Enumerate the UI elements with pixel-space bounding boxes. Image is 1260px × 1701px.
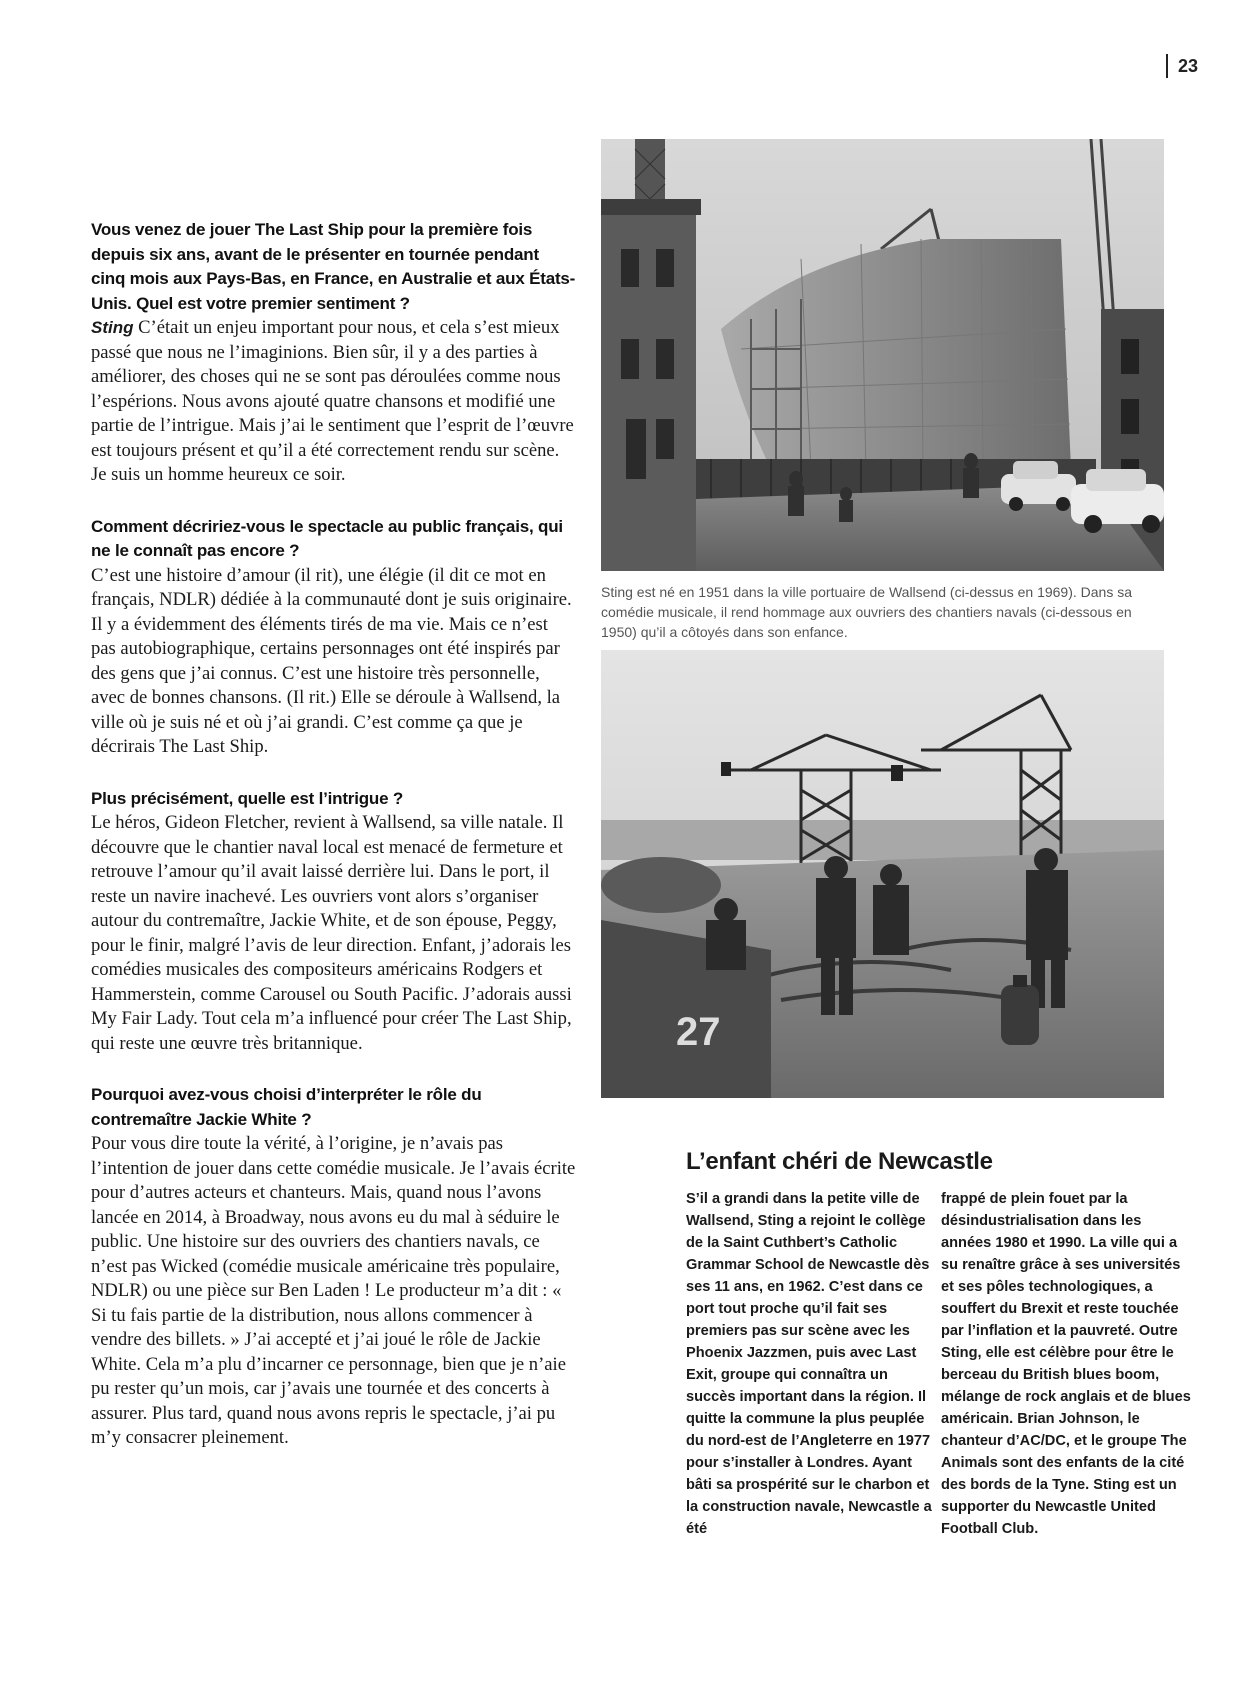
interview-answer: Le héros, Gideon Fletcher, revient à Wallsend, sa ville natale. Il découvre que le chantier naval local est menacé de fermeture et retrouve l’amour qu’il avait laissé derrière lui. Dans le port, il reste un navire inachevé. Les ouvriers vont alors s’organiser autour du contremaître, Jackie White, et de son épouse, Peggy, pour le finir, malgré l’avis de leur direction. Enfant, j’adorais les comédies musicales des compositeurs américains Rodgers et Hammerstein, comme Carousel ou South Pacific. J’adorais aussi My Fair Lady. Tout cela m’a influencé pour créer The Last Ship, qui reste une œuvre très britannique. [91,812,572,1054]
photo-caption: Sting est né en 1951 dans la ville portuaire de Wallsend (ci-dessus en 1969). Dans sa comédie musicale, il rend hommage aux ouvriers des chantiers navals (ci-dessous en 1950) qu’il a côtoyés dans son enfance. [601,584,1133,640]
interview-question: Plus précisément, quelle est l’intrigue ? [91,788,404,808]
sidebar-text-column-1: S’il a grandi dans la petite ville de Wallsend, Sting a rejoint le collège de la Saint Cuthbert’s Catholic Grammar School de Newcastle dès ses 11 ans, en 1962. C’est dans ce port tout proche qu’il fait ses premiers pas sur scène avec les Phoenix Jazzmen, puis avec Last Exit, groupe qui connaîtra un succès important dans la région. Il quitte la commune la plus peuplée du nord-est de l’Angleterre en 1977 pour s’installer à Londres. Ayant bâti sa prospérité sur le charbon et la construction navale, Newcastle a été [686,1191,932,1537]
speaker-name: Sting [91,318,134,337]
photo-wallsend-street-1969 [601,139,1164,571]
qa-block [91,1083,576,1451]
page-number: 23 [1166,54,1198,78]
interview-question: Vous venez de jouer The Last Ship pour la première fois depuis six ans, avant de le présenter en tournée pendant cinq mois aux Pays-Bas, en France, en Australie et aux États-Unis. Quel est votre premier sentiment ? [91,220,576,313]
answer-text: C’était un enjeu important pour nous, et cela s’est mieux passé que nous ne l’imaginions. Bien sûr, il y a des parties à améliorer, des choses qui ne se sont pas déroulées comme nous l’espérions. Nous avons ajouté quatre chansons et modifié une partie de l’intrigue. Mais j’ai le sentiment que l’esprit de l’œuvre est toujours présent et qu’il a été correctement rendu sur scène. Je suis un homme heureux ce soir. [91,317,574,485]
interview-question: Pourquoi avez-vous choisi d’interpréter le rôle du contremaître Jackie White ? [91,1085,482,1129]
hull-number: 27 [676,1010,721,1054]
interview-column [91,218,576,1478]
interview-question: Comment décririez-vous le spectacle au public français, qui ne le connaît pas encore ? [91,516,563,560]
sidebar-text-column-2: frappé de plein fouet par la désindustrialisation dans les années 1980 et 1990. La ville qui a su renaître grâce à ses universités et ses pôles technologiques, a souffert du Brexit et reste touchée par l’inflation et la pauvreté. Outre Sting, elle est célèbre pour être le berceau du British blues boom, mélange de rock anglais et de blues américain. Brian Johnson, le chanteur d’AC/DC, et le groupe The Animals sont des enfants de la cité des bords de la Tyne. Sting est un supporter du Newcastle United Football Club. [941,1191,1191,1537]
interview-answer: C’est une histoire d’amour (il rit), une élégie (il dit ce mot en français, NDLR) dédiée à la communauté dont je suis originaire. Il y a évidemment des éléments tirés de ma vie. Mais ce n’est pas autobiographique, certains personnages ont été inspirés par des gens que j’ai connus. C’est une histoire très personnelle, avec de bonnes chansons. (Il rit.) Elle se déroule à Wallsend, la ville où je suis né et où j’ai grandi. C’est comme ça que je décrirais The Last Ship. [91,564,572,757]
sidebar-title: L’enfant chéri de Newcastle [686,1148,993,1175]
qa-block [91,515,576,760]
qa-block [91,787,576,1057]
qa-block [91,218,576,488]
interview-answer: Pour vous dire toute la vérité, à l’origine, je n’avais pas l’intention de jouer dans cette comédie musicale. Je l’avais écrite pour d’autres acteurs et chanteurs. Mais, quand nous l’avons lancée en 2014, à Broadway, nous avons eu du mal à séduire le public. Une histoire sur des ouvriers des chantiers navals, ce n’est pas Wicked (comédie musicale américaine très populaire, NDLR) ou une pièce sur Ben Laden ! Le producteur m’a dit : « Si tu fais partie de la distribution, nous allons commencer à vendre des billets. » J’ai accepté et j’ai joué le rôle de Jackie White. Cela m’a plu d’incarner ce personnage, bien que je n’aie pu rester qu’un mois, car j’avais une tournée et des concerts à assurer. Plus tard, quand nous avons repris le spectacle, j’ai pu m’y consacrer pleinement. [91,1133,576,1448]
photo-shipyard-workers-1950 [601,650,1164,1098]
interview-answer [91,316,576,488]
